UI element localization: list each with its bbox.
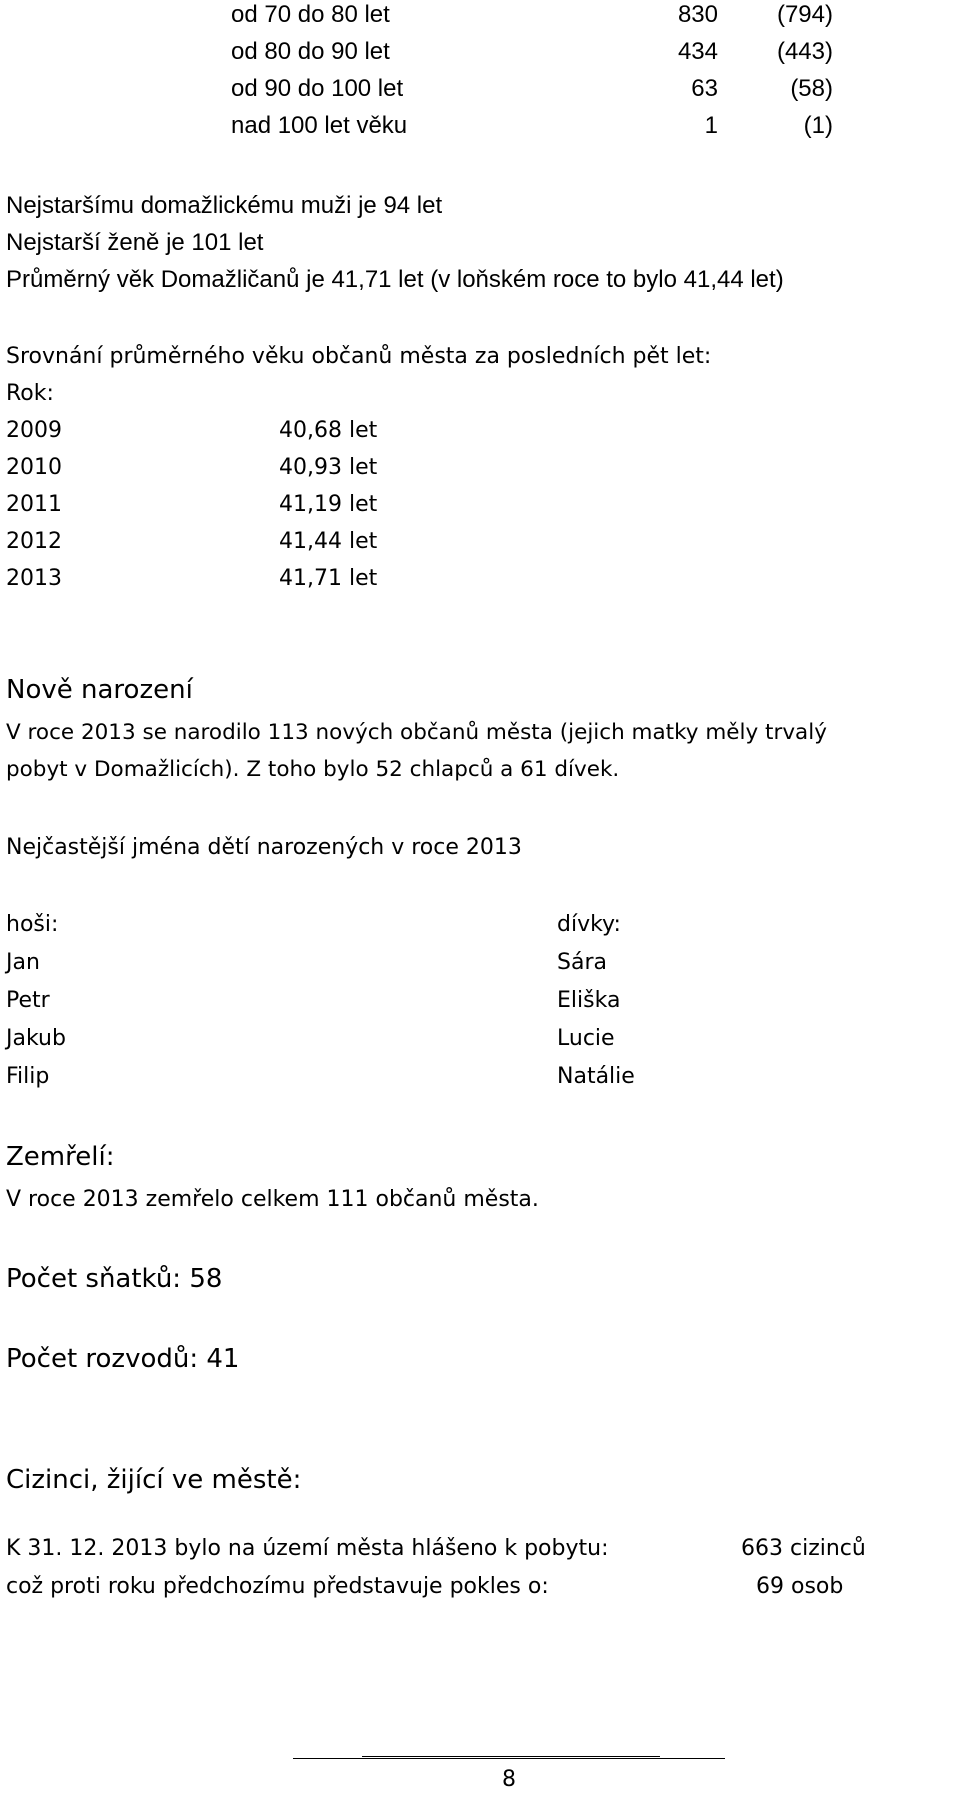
fact-average-age: Průměrný věk Domažličanů je 41,71 let (v loňském roce to bylo 41,44 let) (6, 266, 784, 293)
avg-age-value: 40,68 let (279, 418, 378, 443)
avg-age-value: 41,71 let (279, 566, 378, 591)
footer-rule-accent (362, 1756, 660, 1757)
fact-oldest-woman: Nejstarší ženě je 101 let (6, 229, 264, 256)
age-group-label: od 70 do 80 let (231, 1, 390, 28)
girl-name: Natálie (557, 1064, 635, 1089)
avg-age-rok-label: Rok: (6, 381, 54, 406)
avg-age-year: 2012 (6, 529, 62, 554)
age-group-label: od 80 do 90 let (231, 38, 390, 65)
avg-age-year: 2011 (6, 492, 62, 517)
divorces-count: Počet rozvodů: 41 (6, 1344, 240, 1374)
age-group-prev: (1) (803, 112, 833, 139)
footer-rule (293, 1758, 725, 1759)
page-number: 8 (502, 1767, 516, 1792)
fact-oldest-man: Nejstaršímu domažlickému muži je 94 let (6, 192, 443, 219)
age-group-count: 434 (677, 38, 718, 65)
age-group-label: od 90 do 100 let (231, 75, 404, 102)
girls-label: dívky: (557, 912, 621, 937)
avg-age-value: 40,93 let (279, 455, 378, 480)
avg-age-year: 2010 (6, 455, 62, 480)
girl-name: Lucie (557, 1026, 615, 1051)
foreigners-line2-label: což proti roku předchozímu představuje pokles o: (6, 1574, 549, 1599)
age-group-prev: (58) (790, 75, 833, 102)
births-heading: Nově narození (6, 675, 193, 705)
girl-name: Eliška (557, 988, 621, 1013)
births-text-line2: pobyt v Domažlicích). Z toho bylo 52 chlapců a 61 dívek. (6, 757, 620, 782)
age-group-prev: (443) (776, 38, 833, 65)
age-group-prev: (794) (776, 1, 833, 28)
foreigners-line1-label: K 31. 12. 2013 bylo na území města hlášeno k pobytu: (6, 1536, 609, 1561)
avg-age-value: 41,19 let (279, 492, 378, 517)
foreigners-heading: Cizinci, žijící ve městě: (6, 1465, 302, 1495)
boy-name: Petr (6, 988, 50, 1013)
foreigners-line1-value: 663 cizinců (741, 1536, 866, 1561)
marriages-count: Počet sňatků: 58 (6, 1264, 223, 1294)
deaths-text: V roce 2013 zemřelo celkem 111 občanů města. (6, 1187, 539, 1212)
avg-age-value: 41,44 let (279, 529, 378, 554)
avg-age-year: 2013 (6, 566, 62, 591)
age-group-label: nad 100 let věku (231, 112, 408, 139)
age-group-count: 1 (704, 112, 718, 139)
girl-name: Sára (557, 950, 607, 975)
boy-name: Filip (6, 1064, 50, 1089)
births-text-line1: V roce 2013 se narodilo 113 nových občanů města (jejich matky měly trvalý (6, 720, 827, 745)
deaths-heading: Zemřelí: (6, 1142, 115, 1172)
boy-name: Jan (6, 950, 40, 975)
boys-label: hoši: (6, 912, 59, 937)
foreigners-line2-value: 69 osob (756, 1574, 844, 1599)
avg-age-year: 2009 (6, 418, 62, 443)
names-heading: Nejčastější jména dětí narozených v roce 2013 (6, 835, 522, 860)
boy-name: Jakub (6, 1026, 66, 1051)
age-group-count: 830 (677, 1, 718, 28)
avg-age-intro: Srovnání průměrného věku občanů města za posledních pět let: (6, 344, 712, 369)
age-group-count: 63 (691, 75, 718, 102)
